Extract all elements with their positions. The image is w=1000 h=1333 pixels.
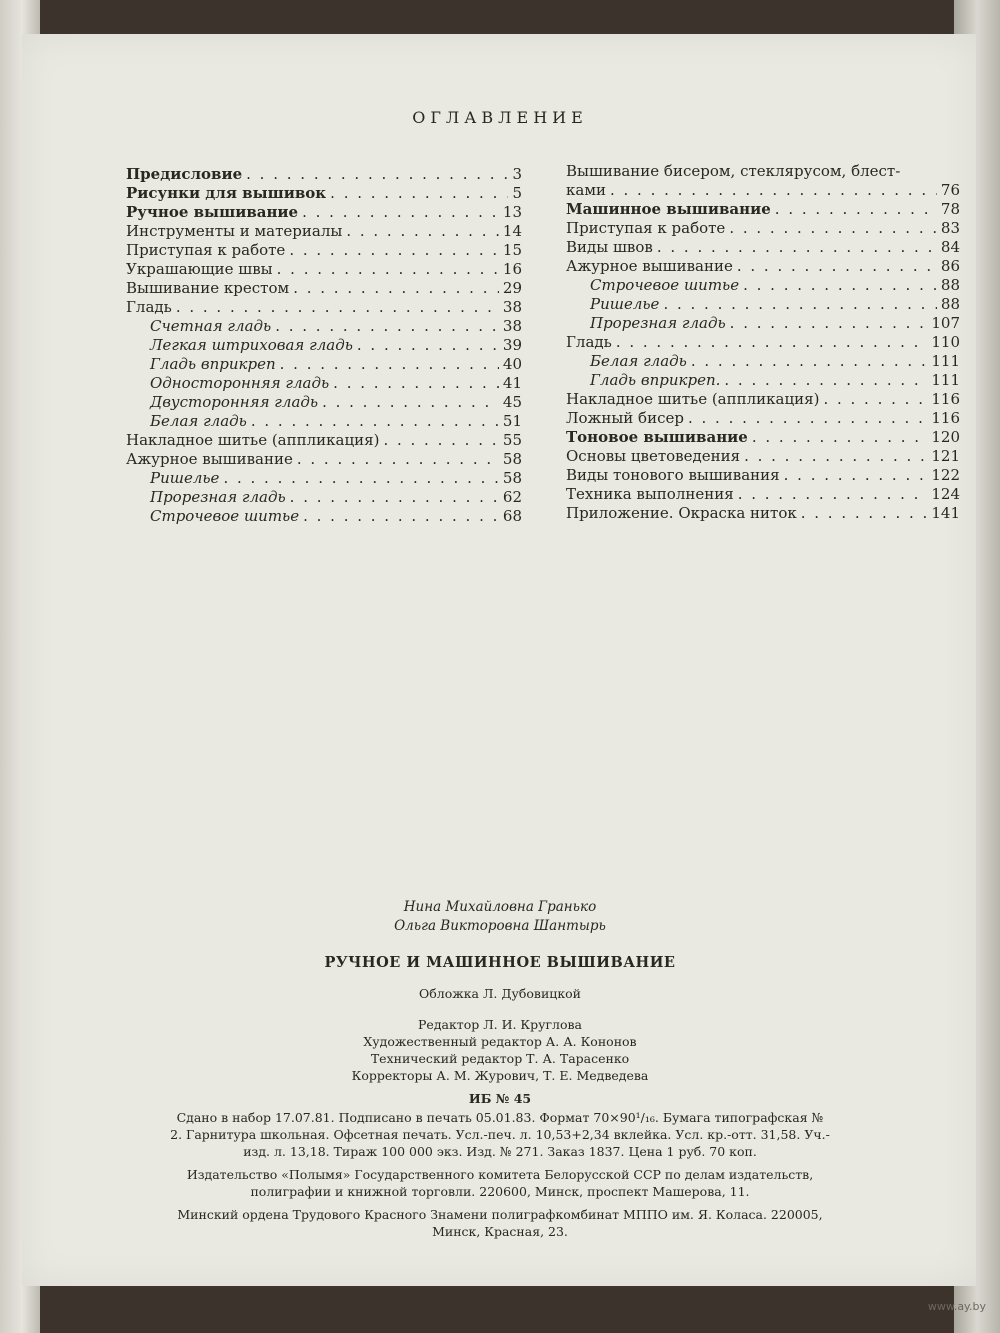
toc-entry-title: Виды швов (566, 238, 653, 256)
toc-dot-leader (322, 393, 499, 412)
editor: Редактор Л. И. Круглова (418, 1017, 582, 1032)
toc-dot-leader (616, 333, 928, 352)
ib-number: ИБ № 45 (468, 1091, 532, 1106)
toc-dot-leader (290, 488, 499, 507)
toc-page-number: 5 (512, 184, 522, 202)
toc-entry (126, 260, 522, 279)
toc-dot-leader (784, 466, 928, 485)
toc-page-number: 84 (940, 238, 960, 256)
toc-entry (126, 184, 522, 203)
toc-entry-title: Белая гладь (590, 352, 687, 370)
toc-entry (566, 485, 960, 504)
toc-entry (126, 450, 522, 469)
toc-entry (126, 279, 522, 298)
toc-entry (126, 469, 522, 488)
toc-dot-leader (330, 184, 508, 203)
toc-dot-leader (663, 295, 936, 314)
toc-entry (126, 298, 522, 317)
toc-entry (126, 203, 522, 222)
toc-dot-leader (333, 374, 499, 393)
toc-page-number: 38 (502, 317, 522, 335)
toc-dot-leader (280, 355, 499, 374)
toc-page-number: 88 (940, 295, 960, 313)
toc-entry (126, 317, 522, 336)
toc-page-number: 120 (931, 428, 960, 446)
toc-page-number: 58 (502, 469, 522, 487)
toc-dot-leader (691, 352, 928, 371)
toc-dot-leader (744, 447, 927, 466)
toc-page-number: 78 (940, 200, 960, 218)
toc-dot-leader (303, 507, 499, 526)
proofreaders: Корректоры А. М. Журович, Т. Е. Медведева (351, 1068, 649, 1083)
toc-entry (566, 504, 960, 523)
toc-entry (126, 165, 522, 184)
toc-entry-title: Инструменты и материалы (126, 222, 343, 240)
toc-entry-title: Прорезная гладь (590, 314, 726, 332)
toc-dot-leader (610, 181, 937, 200)
toc-entry (566, 295, 960, 314)
toc-entry-title: Тоновое вышивание (566, 428, 748, 446)
toc-entry (566, 333, 960, 352)
toc-entry-title: Строчевое шитье (150, 507, 300, 525)
toc-dot-leader (293, 279, 499, 298)
toc-page-number: 13 (502, 203, 522, 221)
toc-page-number: 111 (931, 352, 960, 370)
toc-dot-leader (275, 317, 499, 336)
printer-info: Минский ордена Трудового Красного Знамени полиграфкомбинат МППО им. Я. Коласа. 220005, Минск, Красная, 23. (177, 1207, 823, 1239)
toc-entry-title: Ришелье (590, 295, 660, 313)
toc-entry-title: Гладь (566, 333, 612, 351)
toc-page-number: 45 (502, 393, 522, 411)
toc-entry (566, 200, 960, 219)
toc-entry-title: Двусторонняя гладь (150, 393, 319, 411)
toc-page-number: 141 (931, 504, 960, 522)
toc-entry-title: Ажурное вышивание (126, 450, 293, 468)
toc-entry-title: Белая гладь (150, 412, 247, 430)
toc-entry-title: Гладь (126, 298, 172, 316)
toc-dot-leader (688, 409, 927, 428)
toc-entry-title: Машинное вышивание (566, 200, 771, 218)
toc-page-number: 121 (931, 447, 960, 465)
toc-dot-leader (383, 431, 498, 450)
toc-entry (126, 393, 522, 412)
toc-dot-leader (775, 200, 937, 219)
toc-title: ОГЛАВЛЕНИЕ (412, 108, 588, 127)
toc-entry-title: Основы цветоведения (566, 447, 741, 465)
toc-dot-leader (246, 165, 508, 184)
toc-entry-title: ками (566, 181, 606, 199)
toc-entry (126, 336, 522, 355)
toc-dot-leader (657, 238, 937, 257)
toc-dot-leader (346, 222, 499, 241)
toc-entry-title: Счетная гладь (150, 317, 272, 335)
toc-entry-title: Приложение. Окраска ниток (566, 504, 797, 522)
toc-entry-title: Приступая к работе (566, 219, 726, 237)
toc-page-number: 88 (940, 276, 960, 294)
toc-entry-title: Виды тонового вышивания (566, 466, 780, 484)
toc-page-number: 15 (502, 241, 522, 259)
toc-entry-title: Предисловие (126, 165, 243, 183)
toc-page-number: 122 (931, 466, 960, 484)
toc-entry-title: Вышивание крестом (126, 279, 290, 297)
toc-entry-title: Ришелье (150, 469, 220, 487)
toc-entry (126, 488, 522, 507)
toc-page-number: 14 (502, 222, 522, 240)
toc-entry (566, 352, 960, 371)
toc-dot-leader (737, 257, 937, 276)
toc-dot-leader (223, 469, 498, 488)
toc-entry-intro: Вышивание бисером, стеклярусом, блест- (566, 162, 901, 180)
toc-entry (566, 257, 960, 276)
toc-entry-title: Гладь вприкреп (150, 355, 276, 373)
toc-entry-title: Накладное шитье (аппликация) (126, 431, 380, 449)
toc-dot-leader (357, 336, 499, 355)
toc-entry (566, 409, 960, 428)
toc-page-number: 3 (512, 165, 522, 183)
toc-page-number: 68 (502, 507, 522, 525)
toc-page-number: 39 (502, 336, 522, 354)
toc-left-column (126, 165, 522, 526)
toc-entry (566, 371, 960, 390)
toc-page-number: 55 (502, 431, 522, 449)
cover-artist: Обложка Л. Дубовицкой (419, 986, 581, 1001)
toc-entry (566, 219, 960, 238)
toc-dot-leader (297, 450, 499, 469)
toc-entry (566, 314, 960, 333)
toc-entry (566, 428, 960, 447)
toc-page-number: 41 (502, 374, 522, 392)
toc-entry-title: Строчевое шитье (590, 276, 740, 294)
toc-page-number: 38 (502, 298, 522, 316)
toc-entry-title: Ручное вышивание (126, 203, 299, 221)
toc-entry-title: Накладное шитье (аппликация) (566, 390, 820, 408)
toc-page-number: 51 (502, 412, 522, 430)
toc-page-number: 29 (502, 279, 522, 297)
toc-dot-leader (801, 504, 928, 523)
toc-entry-title: Ложный бисер (566, 409, 684, 427)
toc-page-number: 16 (502, 260, 522, 278)
toc-dot-leader (743, 276, 937, 295)
toc-entry (566, 276, 960, 295)
toc-page-number: 111 (931, 371, 960, 389)
publication-data: Сдано в набор 17.07.81. Подписано в печать 05.01.83. Формат 70×90¹/₁₆. Бумага типографская № 2. Гарнитура школьная. Офсетная печать. Усл.-печ. л. 10,53+2,34 вклейка. Усл. кр.-отт. 31,58. Уч.-изд. л. 13,18. Тираж 100 000 экз. Изд. № 271. Заказ 1837. Цена 1 руб. 70 коп. (170, 1110, 830, 1159)
toc-entry (566, 466, 960, 485)
toc-entry (566, 181, 960, 200)
site-watermark: www.ay.by (927, 1300, 986, 1313)
toc-entry (126, 222, 522, 241)
toc-dot-leader (302, 203, 499, 222)
toc-dot-leader (251, 412, 499, 431)
author-2: Ольга Викторовна Шантырь (394, 918, 606, 934)
publisher-info: Издательство «Полымя» Государственного комитета Белорусской ССР по делам издательств, полиграфии и книжной торговли. 220600, Минск, проспект Машерова, 11. (186, 1167, 814, 1199)
toc-entry (126, 374, 522, 393)
toc-dot-leader (724, 371, 927, 390)
toc-page-number: 62 (502, 488, 522, 506)
toc-dot-leader (277, 260, 499, 279)
toc-entry (126, 507, 522, 526)
toc-page-number: 86 (940, 257, 960, 275)
toc-page-number: 124 (931, 485, 960, 503)
toc-dot-leader (823, 390, 927, 409)
toc-dot-leader (289, 241, 499, 260)
toc-entry-title: Рисунки для вышивок (126, 184, 327, 202)
toc-page-number: 76 (940, 181, 960, 199)
book-title: РУЧНОЕ И МАШИННОЕ ВЫШИВАНИЕ (324, 954, 676, 971)
toc-page-number: 83 (940, 219, 960, 237)
toc-page-number: 40 (502, 355, 522, 373)
toc-dot-leader (176, 298, 499, 317)
toc-entry-title: Гладь вприкреп. (590, 371, 721, 389)
toc-entry (566, 238, 960, 257)
toc-entry-title: Приступая к работе (126, 241, 286, 259)
toc-page-number: 58 (502, 450, 522, 468)
toc-page-number: 107 (931, 314, 960, 332)
toc-page-number: 116 (931, 409, 960, 427)
toc-entry (126, 355, 522, 374)
toc-entry-title: Легкая штриховая гладь (150, 336, 353, 354)
toc-page-number: 110 (931, 333, 960, 351)
toc-entry-title: Ажурное вышивание (566, 257, 733, 275)
toc-entry-title: Украшающие швы (126, 260, 273, 278)
toc-entry (126, 431, 522, 450)
toc-entry-title: Прорезная гладь (150, 488, 286, 506)
imprint-block (0, 898, 1000, 1240)
tech-editor: Технический редактор Т. А. Тарасенко (370, 1051, 630, 1066)
toc-entry (126, 412, 522, 431)
toc-entry (566, 447, 960, 466)
toc-page-number: 116 (931, 390, 960, 408)
toc-dot-leader (730, 314, 928, 333)
toc-entry (126, 241, 522, 260)
toc-entry-title: Односторонняя гладь (150, 374, 330, 392)
art-editor: Художественный редактор А. А. Кононов (363, 1034, 637, 1049)
toc-dot-leader (729, 219, 937, 238)
toc-entry-title: Техника выполнения (566, 485, 734, 503)
toc-entry (566, 390, 960, 409)
editors (0, 1016, 1000, 1084)
toc-dot-leader (752, 428, 928, 447)
author-1: Нина Михайловна Гранько (403, 899, 597, 915)
toc-dot-leader (738, 485, 928, 504)
toc-right-column (566, 162, 960, 523)
